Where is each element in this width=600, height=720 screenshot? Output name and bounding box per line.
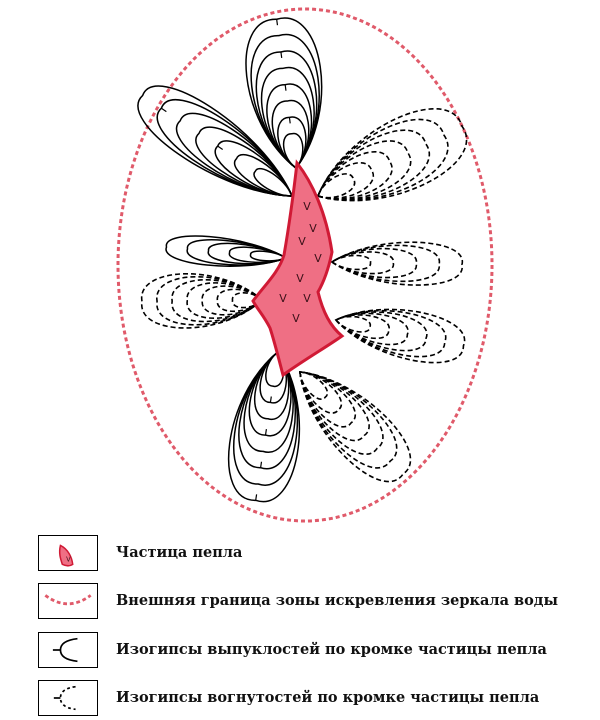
- concave-contour-line: [336, 312, 427, 351]
- concave-contour-line: [332, 245, 439, 281]
- contour-tick: [161, 108, 166, 111]
- legend-label: Изогипсы вогнутостей по кромке частицы пепла: [116, 689, 540, 706]
- particle-v-mark: V: [298, 235, 306, 248]
- particle-v-mark: V: [303, 292, 311, 305]
- ash-particle-icon: [38, 535, 98, 571]
- particle-v-mark: V: [292, 312, 300, 325]
- particle-v-mark: V: [296, 272, 304, 285]
- particle-v-mark: V: [303, 200, 311, 213]
- concave-contour-line: [336, 313, 408, 344]
- concave-contour-line: [336, 317, 370, 332]
- svg-text:V: V: [66, 555, 71, 564]
- dashed-red-line-icon: [38, 583, 98, 619]
- legend-label: Частица пепла: [116, 544, 243, 561]
- concave-contour-line: [187, 283, 262, 318]
- legend-item-convex-isohypses: [38, 632, 588, 670]
- contour-tick: [281, 52, 282, 58]
- particle-v-mark: V: [279, 292, 287, 305]
- legend-item-outer-boundary: [38, 583, 588, 621]
- legend-item-ash-particle: [38, 535, 588, 573]
- concave-contour-line: [332, 255, 371, 269]
- concave-contour-line: [300, 372, 397, 468]
- legend-label: Внешняя граница зоны искревления зеркала воды: [116, 592, 558, 609]
- convex-contour-line: [157, 100, 292, 196]
- particle-v-mark: V: [309, 222, 317, 235]
- concave-contour-line: [300, 372, 410, 482]
- contour-tick: [256, 494, 257, 500]
- ash-particle: [253, 163, 342, 375]
- contour-tick: [270, 397, 271, 403]
- contour-tick: [277, 19, 278, 25]
- dashed-contour-icon: [38, 680, 98, 716]
- contour-tick: [289, 117, 290, 123]
- legend-item-concave-isohypses: [38, 680, 588, 718]
- concave-contour-line: [336, 311, 446, 357]
- concave-contour-line: [142, 274, 262, 328]
- concave-contour-line: [332, 242, 462, 285]
- contour-tick: [266, 429, 267, 435]
- contour-tick: [285, 85, 286, 91]
- contour-tick: [218, 146, 223, 149]
- legend-label: Изогипсы выпуклостей по кромке частицы пепла: [116, 641, 547, 658]
- solid-contour-icon: [38, 632, 98, 668]
- contour-tick: [261, 462, 262, 468]
- concave-contour-line: [300, 372, 327, 399]
- concave-contour-line: [332, 252, 394, 274]
- concave-contour-line: [318, 109, 467, 201]
- particle-v-mark: V: [314, 252, 322, 265]
